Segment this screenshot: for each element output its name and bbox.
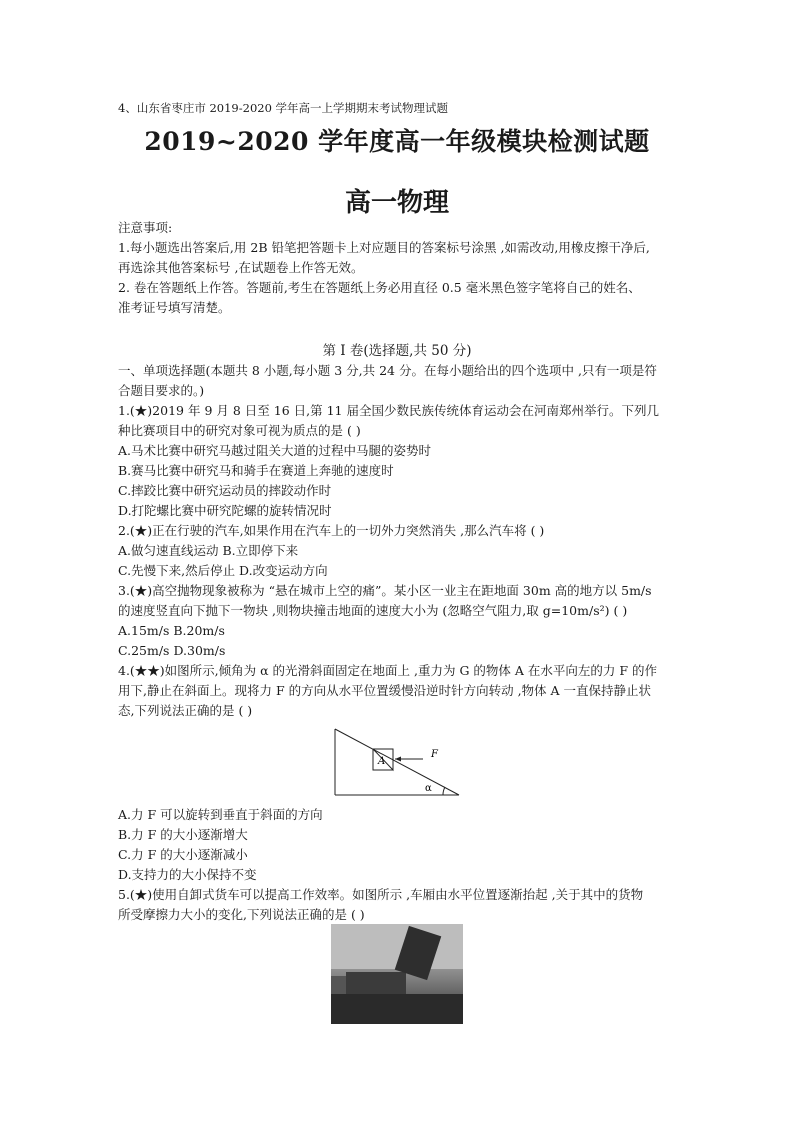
question-5-stem: 5.(★)使用自卸式货车可以提高工作效率。如图所示 ,车厢由水平位置逐渐抬起 ,关于其中的货物	[118, 887, 644, 902]
question-5-stem: 所受摩擦力大小的变化,下列说法正确的是 ( )	[118, 907, 365, 922]
notes-line: 2. 卷在答题纸上作答。答题前,考生在答题纸上务必用直径 0.5 毫米黑色签字笔将自己的姓名、	[118, 280, 641, 295]
force-f-arrowhead	[395, 757, 401, 762]
question-3-options-ab: A.15m/s B.20m/s	[118, 623, 225, 638]
incline-slope	[335, 729, 459, 795]
notes-line: 1.每小题选出答案后,用 2B 铅笔把答题卡上对应题目的答案标号涂黑 ,如需改动,用橡皮擦干净后,	[118, 240, 650, 255]
force-f-label: F	[431, 749, 438, 760]
question-1-stem: 种比赛项目中的研究对象可视为质点的是 ( )	[118, 423, 361, 438]
question-1-option-b: B.赛马比赛中研究马和骑手在赛道上奔驰的速度时	[118, 463, 394, 478]
question-1-option-c: C.摔跤比赛中研究运动员的摔跤动作时	[118, 483, 332, 498]
question-4-option-a: A.力 F 可以旋转到垂直于斜面的方向	[118, 807, 323, 822]
question-4-stem: 态,下列说法正确的是 ( )	[118, 703, 253, 718]
subject-title: 高一物理	[344, 188, 449, 218]
question-1-option-a: A.马术比赛中研究马越过阻关大道的过程中马腿的姿势时	[118, 443, 432, 458]
question-3-stem: 3.(★)高空抛物现象被称为 “悬在城市上空的痛”。某小区一业主在距地面 30m 高的地方以 5m/s	[118, 583, 652, 598]
notes-line: 准考证号填写清楚。	[118, 300, 231, 315]
question-1-option-d: D.打陀螺比赛中研究陀螺的旋转情况时	[118, 503, 332, 518]
source-line: 4、山东省枣庄市 2019-2020 学年高一上学期期末考试物理试题	[118, 101, 449, 115]
section-intro: 合题目要求的。)	[118, 383, 205, 398]
question-4-stem: 用下,静止在斜面上。现将力 F 的方向从水平位置缓慢沿逆时针方向转动 ,物体 A 一直保持静止状	[118, 683, 652, 698]
question-3-options-cd: C.25m/s D.30m/s	[118, 643, 226, 658]
question-3-stem: 的速度竖直向下抛下一物块 ,则物块撞击地面的速度大小为 (忽略空气阻力,取 g=10m/s²) ( )	[118, 603, 628, 618]
photo-ground	[331, 994, 463, 1024]
section-intro: 一、单项选择题(本题共 8 小题,每小题 3 分,共 24 分。在每小题给出的四个选项中 ,只有一项是符	[118, 363, 657, 378]
incline-diagram	[333, 727, 463, 799]
question-2-options-cd: C.先慢下来,然后停止 D.改变运动方向	[118, 563, 328, 578]
question-1-stem: 1.(★)2019 年 9 月 8 日至 16 日,第 11 届全国少数民族传统体育运动会在河南郑州举行。下列几	[118, 403, 659, 418]
question-4-option-c: C.力 F 的大小逐渐减小	[118, 847, 248, 862]
angle-arc	[443, 787, 445, 795]
question-4-stem: 4.(★★)如图所示,倾角为 α 的光滑斜面固定在地面上 ,重力为 G 的物体 A 在水平向左的力 F 的作	[118, 663, 658, 678]
block-a-label: A	[378, 756, 386, 767]
exam-title: 2019~2020 学年度高一年级模块检测试题	[144, 127, 650, 156]
dump-truck-photo	[331, 924, 463, 1024]
question-4-option-d: D.支持力的大小保持不变	[118, 867, 257, 882]
question-4-option-b: B.力 F 的大小逐渐增大	[118, 827, 248, 842]
angle-alpha-label: α	[425, 783, 432, 794]
question-2-options-ab: A.做匀速直线运动 B.立即停下来	[118, 543, 299, 558]
section-title: 第 Ⅰ 卷(选择题,共 50 分)	[322, 343, 472, 359]
question-2-stem: 2.(★)正在行驶的汽车,如果作用在汽车上的一切外力突然消失 ,那么汽车将 ( )	[118, 523, 545, 538]
notes-line: 再选涂其他答案标号 ,在试题卷上作答无效。	[118, 260, 364, 275]
notes-heading: 注意事项:	[118, 220, 173, 235]
